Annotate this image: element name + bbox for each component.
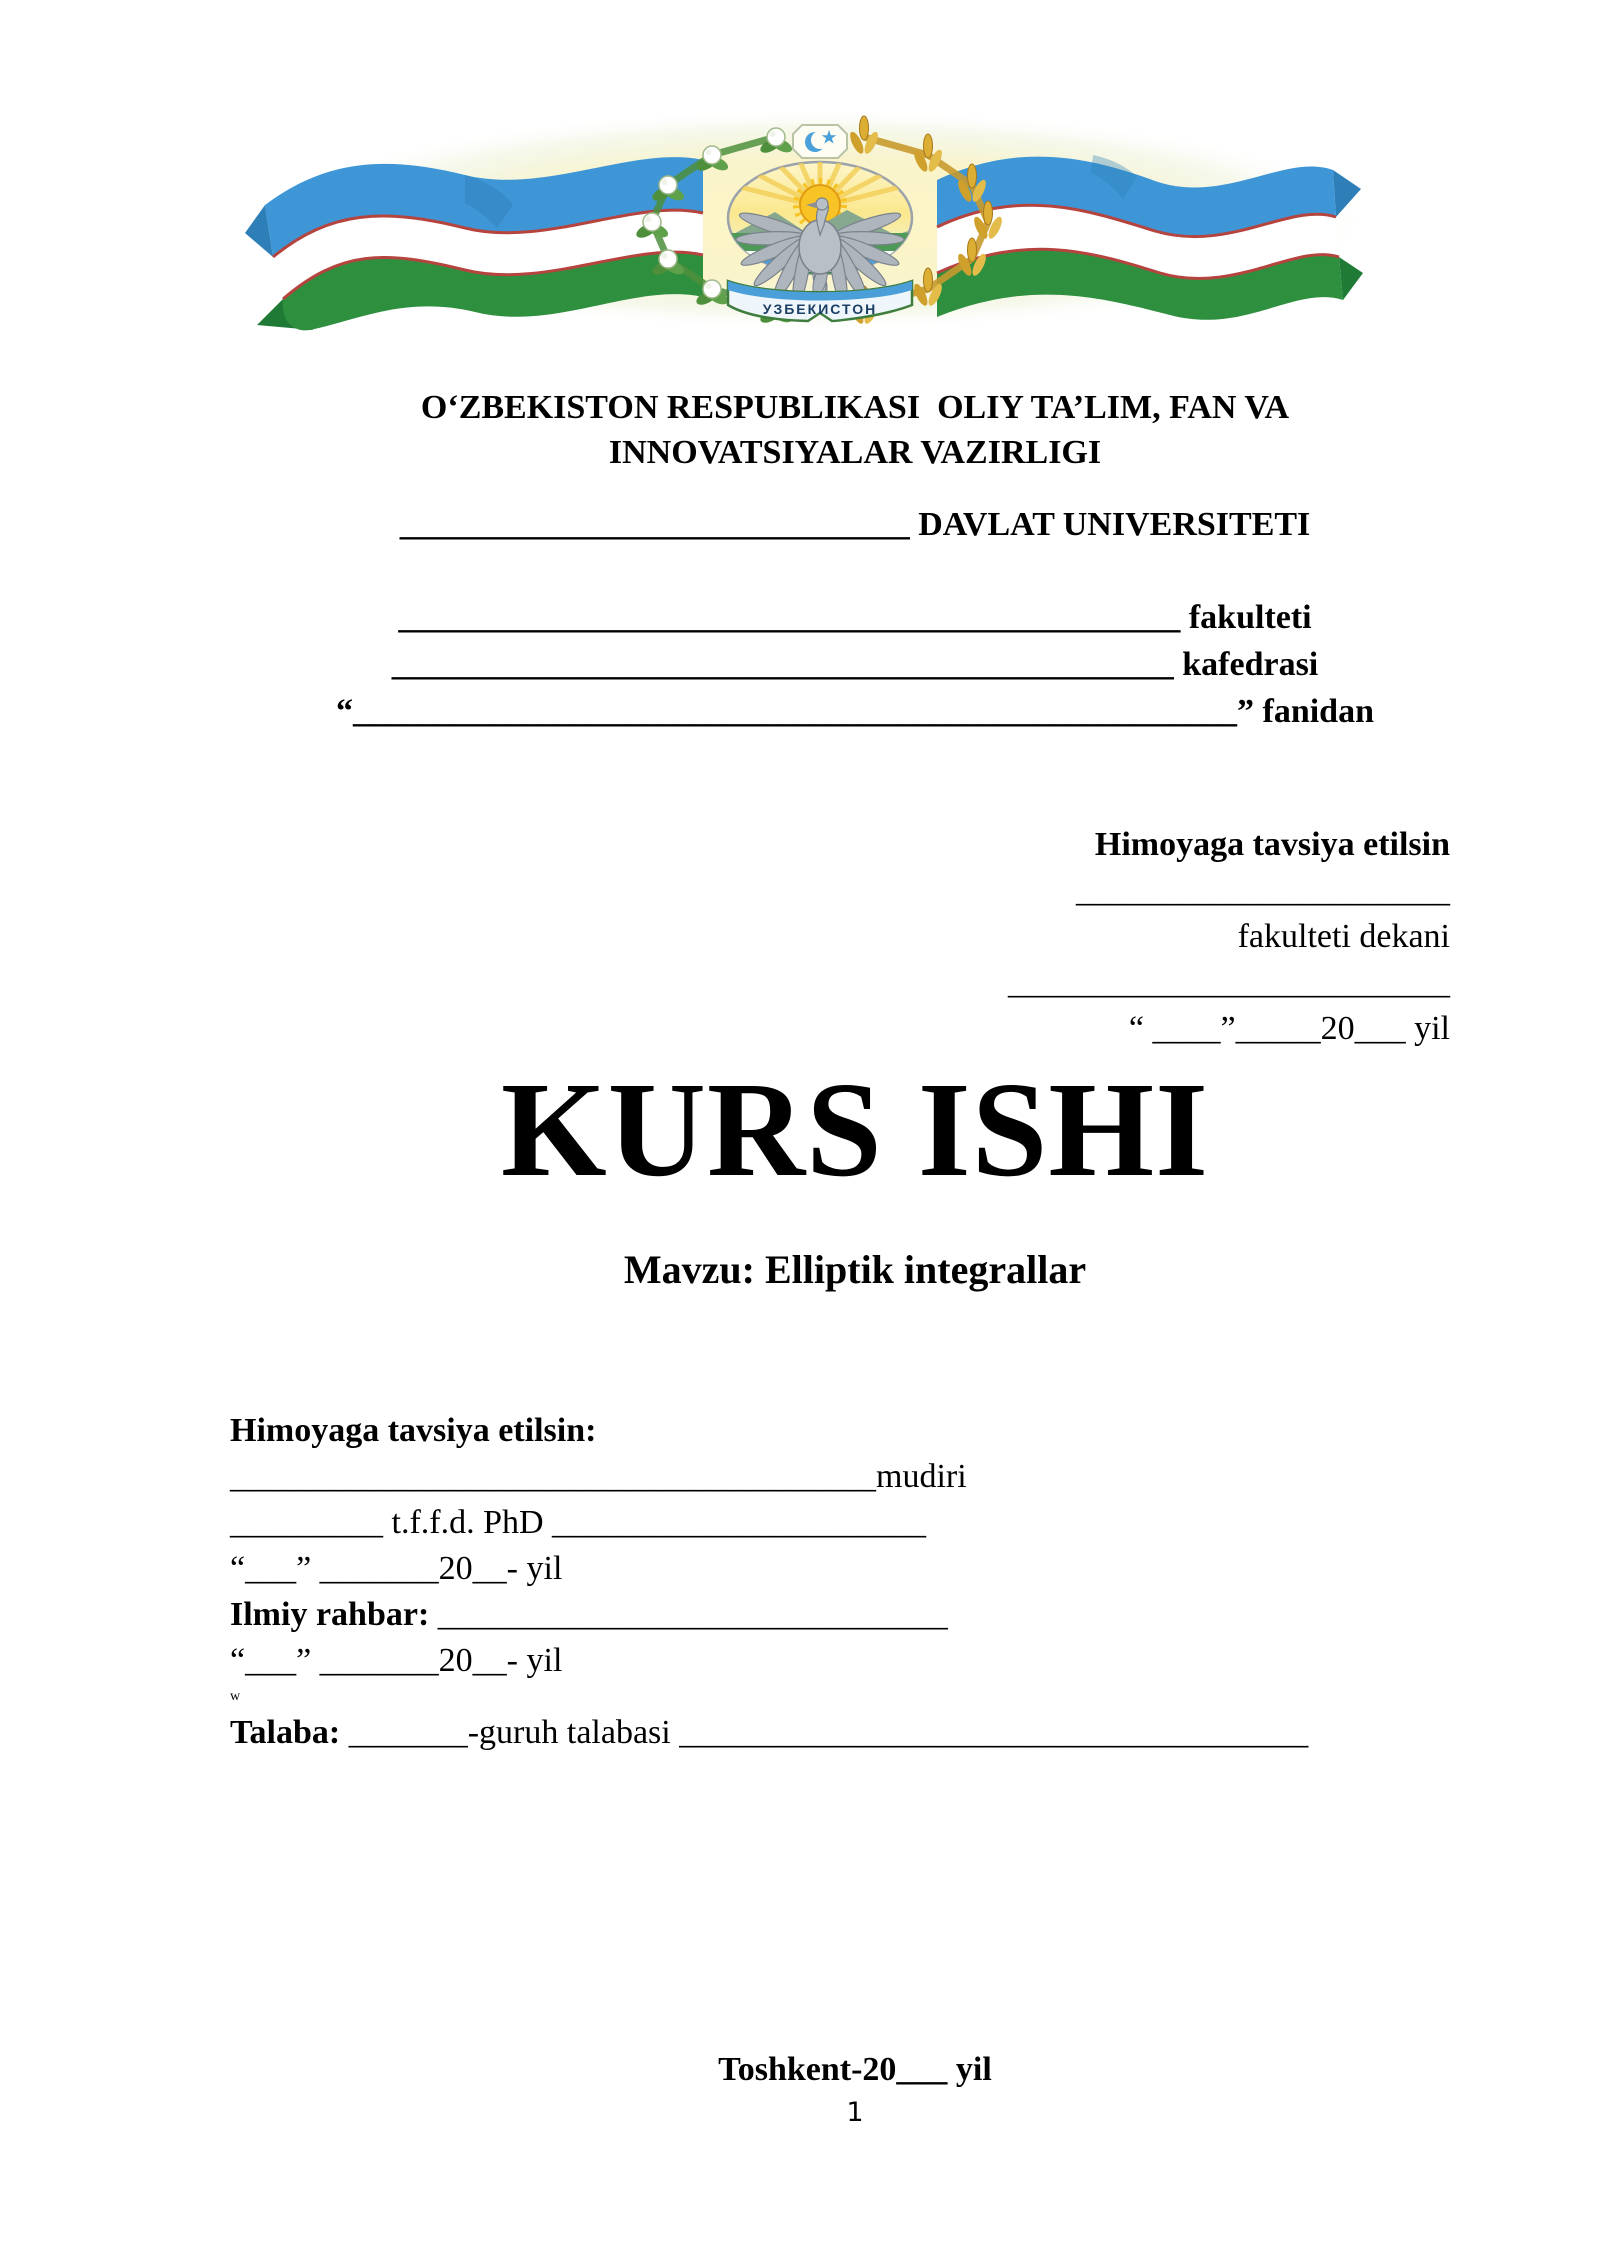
city-year-line: Toshkent-20___ yil <box>718 2051 992 2088</box>
student-line <box>230 1710 1470 1756</box>
approval-title: Himoyaga tavsiya etilsin <box>1094 826 1450 863</box>
faculty-block <box>230 594 1480 735</box>
page-title: KURS ISHI <box>500 1055 1210 1205</box>
supervisor-blank: ______________________________ <box>437 1596 948 1633</box>
emblem-ribbon-text: УЗБЕКИСТОН <box>762 301 878 317</box>
supervisor-line <box>230 1592 1470 1638</box>
signature-title: Himoyaga tavsiya etilsin: <box>230 1412 597 1449</box>
supervisor-label: Ilmiy rahbar: <box>230 1596 438 1633</box>
flag-banner <box>235 85 1365 335</box>
date-line-2: “___” _______20__- yil <box>230 1642 563 1679</box>
date-line-1: “___” _______20__- yil <box>230 1550 563 1587</box>
dean-label: fakulteti dekani <box>1237 918 1450 955</box>
stray-character: w <box>230 1689 241 1704</box>
student-group-blank: _______-guruh talabasi <box>348 1714 680 1751</box>
ministry-heading <box>230 385 1480 475</box>
approval-blank-2: __________________________ <box>1008 964 1450 1001</box>
subject-blank-line: “____________________________________________________” fanidan <box>336 693 1374 730</box>
topic-line: Mavzu: Elliptik integrallar <box>623 1247 1087 1292</box>
student-label: Talaba: <box>230 1714 349 1751</box>
uzbekistan-flag-banner-graphic <box>235 85 1365 335</box>
phd-blank-line: _________ t.f.f.d. PhD ______________________ <box>230 1504 927 1541</box>
dean-approval-block <box>1008 822 1450 1052</box>
approval-date-line: “ ____”_____20___ yil <box>1128 1010 1450 1047</box>
department-blank-line: ______________________________________________ kafedrasi <box>391 646 1319 683</box>
ministry-line-2: INNOVATSIYALAR VAZIRLIGI <box>608 434 1102 471</box>
flag-ribbon-right <box>937 155 1363 320</box>
crescent-star-cartouche <box>793 125 847 158</box>
signature-block <box>230 1408 1470 1756</box>
ministry-line-1: O‘ZBEKISTON RESPUBLIKASI OLIY TA’LIM, FAN VA <box>420 389 1290 426</box>
approval-blank-1: ______________________ <box>1076 872 1450 909</box>
university-blank-line: ______________________________ DAVLAT UNIVERSITETI <box>399 506 1311 543</box>
page-number: 1 <box>846 2097 864 2128</box>
mudiri-blank-line: ______________________________________mudiri <box>230 1458 967 1495</box>
student-name-blank: _____________________________________ <box>679 1714 1309 1751</box>
faculty-blank-line: ______________________________________________ fakulteti <box>398 599 1312 636</box>
